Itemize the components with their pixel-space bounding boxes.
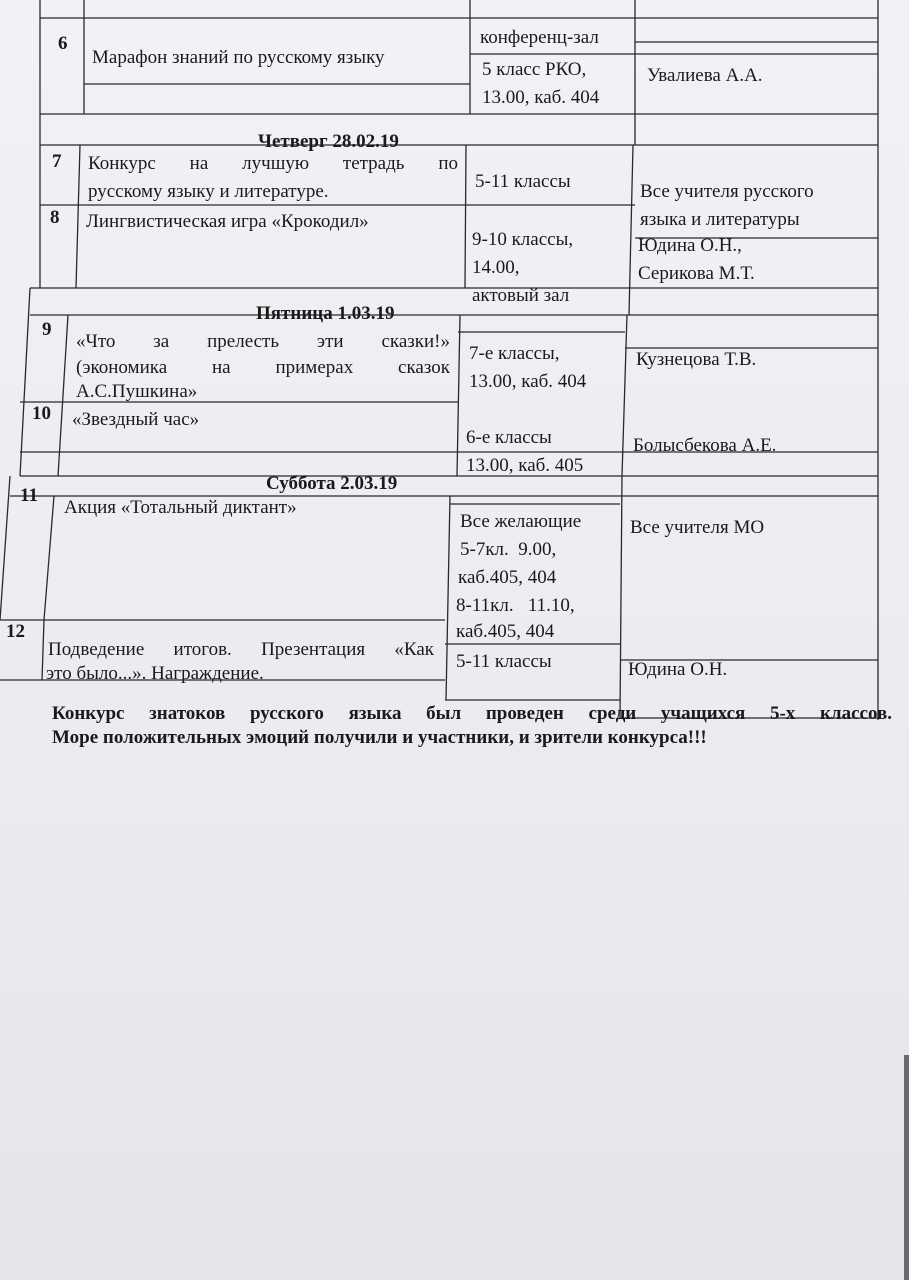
summary-line-2: Море положительных эмоций получили и участники, и зрители конкурса!!! — [52, 727, 707, 748]
row-11-audience-line3: каб.405, 404 — [458, 567, 557, 588]
row-9-audience-line1: 7-е классы, — [469, 343, 560, 364]
row-11-audience-line4: 8-11кл. 11.10, — [456, 595, 575, 616]
row-9-number: 9 — [42, 319, 52, 340]
row-10-responsible: Болысбекова А.Е. — [633, 435, 777, 456]
day-header-thursday: Четверг 28.02.19 — [258, 131, 399, 152]
row-10-event: «Звездный час» — [72, 409, 200, 430]
row-6-number: 6 — [58, 33, 68, 54]
row-9-event-line2: (экономика на примерах сказок — [76, 357, 450, 378]
row-10-audience-line2: 13.00, каб. 405 — [466, 455, 584, 476]
cell-audience-continuation: конференц-зал — [480, 27, 599, 48]
row-7-event-line1: Конкурс на лучшую тетрадь по — [88, 153, 458, 174]
page-edge-shadow — [904, 1055, 909, 1280]
row-11-audience-line2: 5-7кл. 9.00, — [460, 539, 557, 560]
row-10-number: 10 — [32, 403, 51, 424]
row-11-audience-line1: Все желающие — [460, 511, 582, 532]
row-12-audience: 5-11 классы — [456, 651, 552, 672]
day-header-friday: Пятница 1.03.19 — [256, 303, 395, 324]
row-7-responsible-line2: языка и литературы — [640, 209, 800, 230]
row-6-responsible: Увалиева А.А. — [647, 65, 763, 86]
row-12-number: 12 — [6, 621, 25, 642]
row-12-event-line1: Подведение итогов. Презентация «Как — [48, 639, 434, 660]
row-8-event: Лингвистическая игра «Крокодил» — [86, 211, 369, 232]
row-11-event: Акция «Тотальный диктант» — [64, 497, 297, 518]
row-12-event-line2: это было...». Награждение. — [46, 663, 264, 684]
row-11-number: 11 — [20, 485, 38, 506]
row-9-responsible: Кузнецова Т.В. — [636, 349, 757, 370]
row-9-event-line1: «Что за прелесть эти сказки!» — [76, 331, 450, 352]
day-header-saturday: Суббота 2.03.19 — [266, 473, 398, 494]
row-8-audience-line1: 9-10 классы, — [472, 229, 574, 250]
row-7-number: 7 — [52, 151, 62, 172]
row-6-audience-line1: 5 класс РКО, — [482, 59, 587, 80]
row-11-responsible: Все учителя МО — [630, 517, 765, 538]
row-7-responsible-line1: Все учителя русского — [640, 181, 814, 202]
row-10-audience-line1: 6-е классы — [466, 427, 552, 448]
row-7-event-line2: русскому языку и литературе. — [88, 181, 329, 202]
summary-line-1: Конкурс знатоков русского языка был проведен среди учащихся 5-х классов. — [52, 703, 892, 724]
row-6-event: Марафон знаний по русскому языку — [92, 47, 385, 68]
row-12-responsible: Юдина О.Н. — [628, 659, 728, 680]
row-8-audience-line3: актовый зал — [472, 285, 570, 306]
row-9-event-line3: А.С.Пушкина» — [76, 381, 198, 402]
row-8-number: 8 — [50, 207, 60, 228]
row-8-audience-line2: 14.00, — [472, 257, 520, 278]
row-9-audience-line2: 13.00, каб. 404 — [469, 371, 587, 392]
row-7-audience: 5-11 классы — [475, 171, 571, 192]
summary-paragraph — [52, 702, 892, 750]
row-6-audience-line2: 13.00, каб. 404 — [482, 87, 600, 108]
row-8-responsible-line2: Серикова М.Т. — [638, 263, 755, 284]
row-11-audience-line5: каб.405, 404 — [456, 621, 555, 642]
row-8-responsible-line1: Юдина О.Н., — [638, 235, 742, 256]
